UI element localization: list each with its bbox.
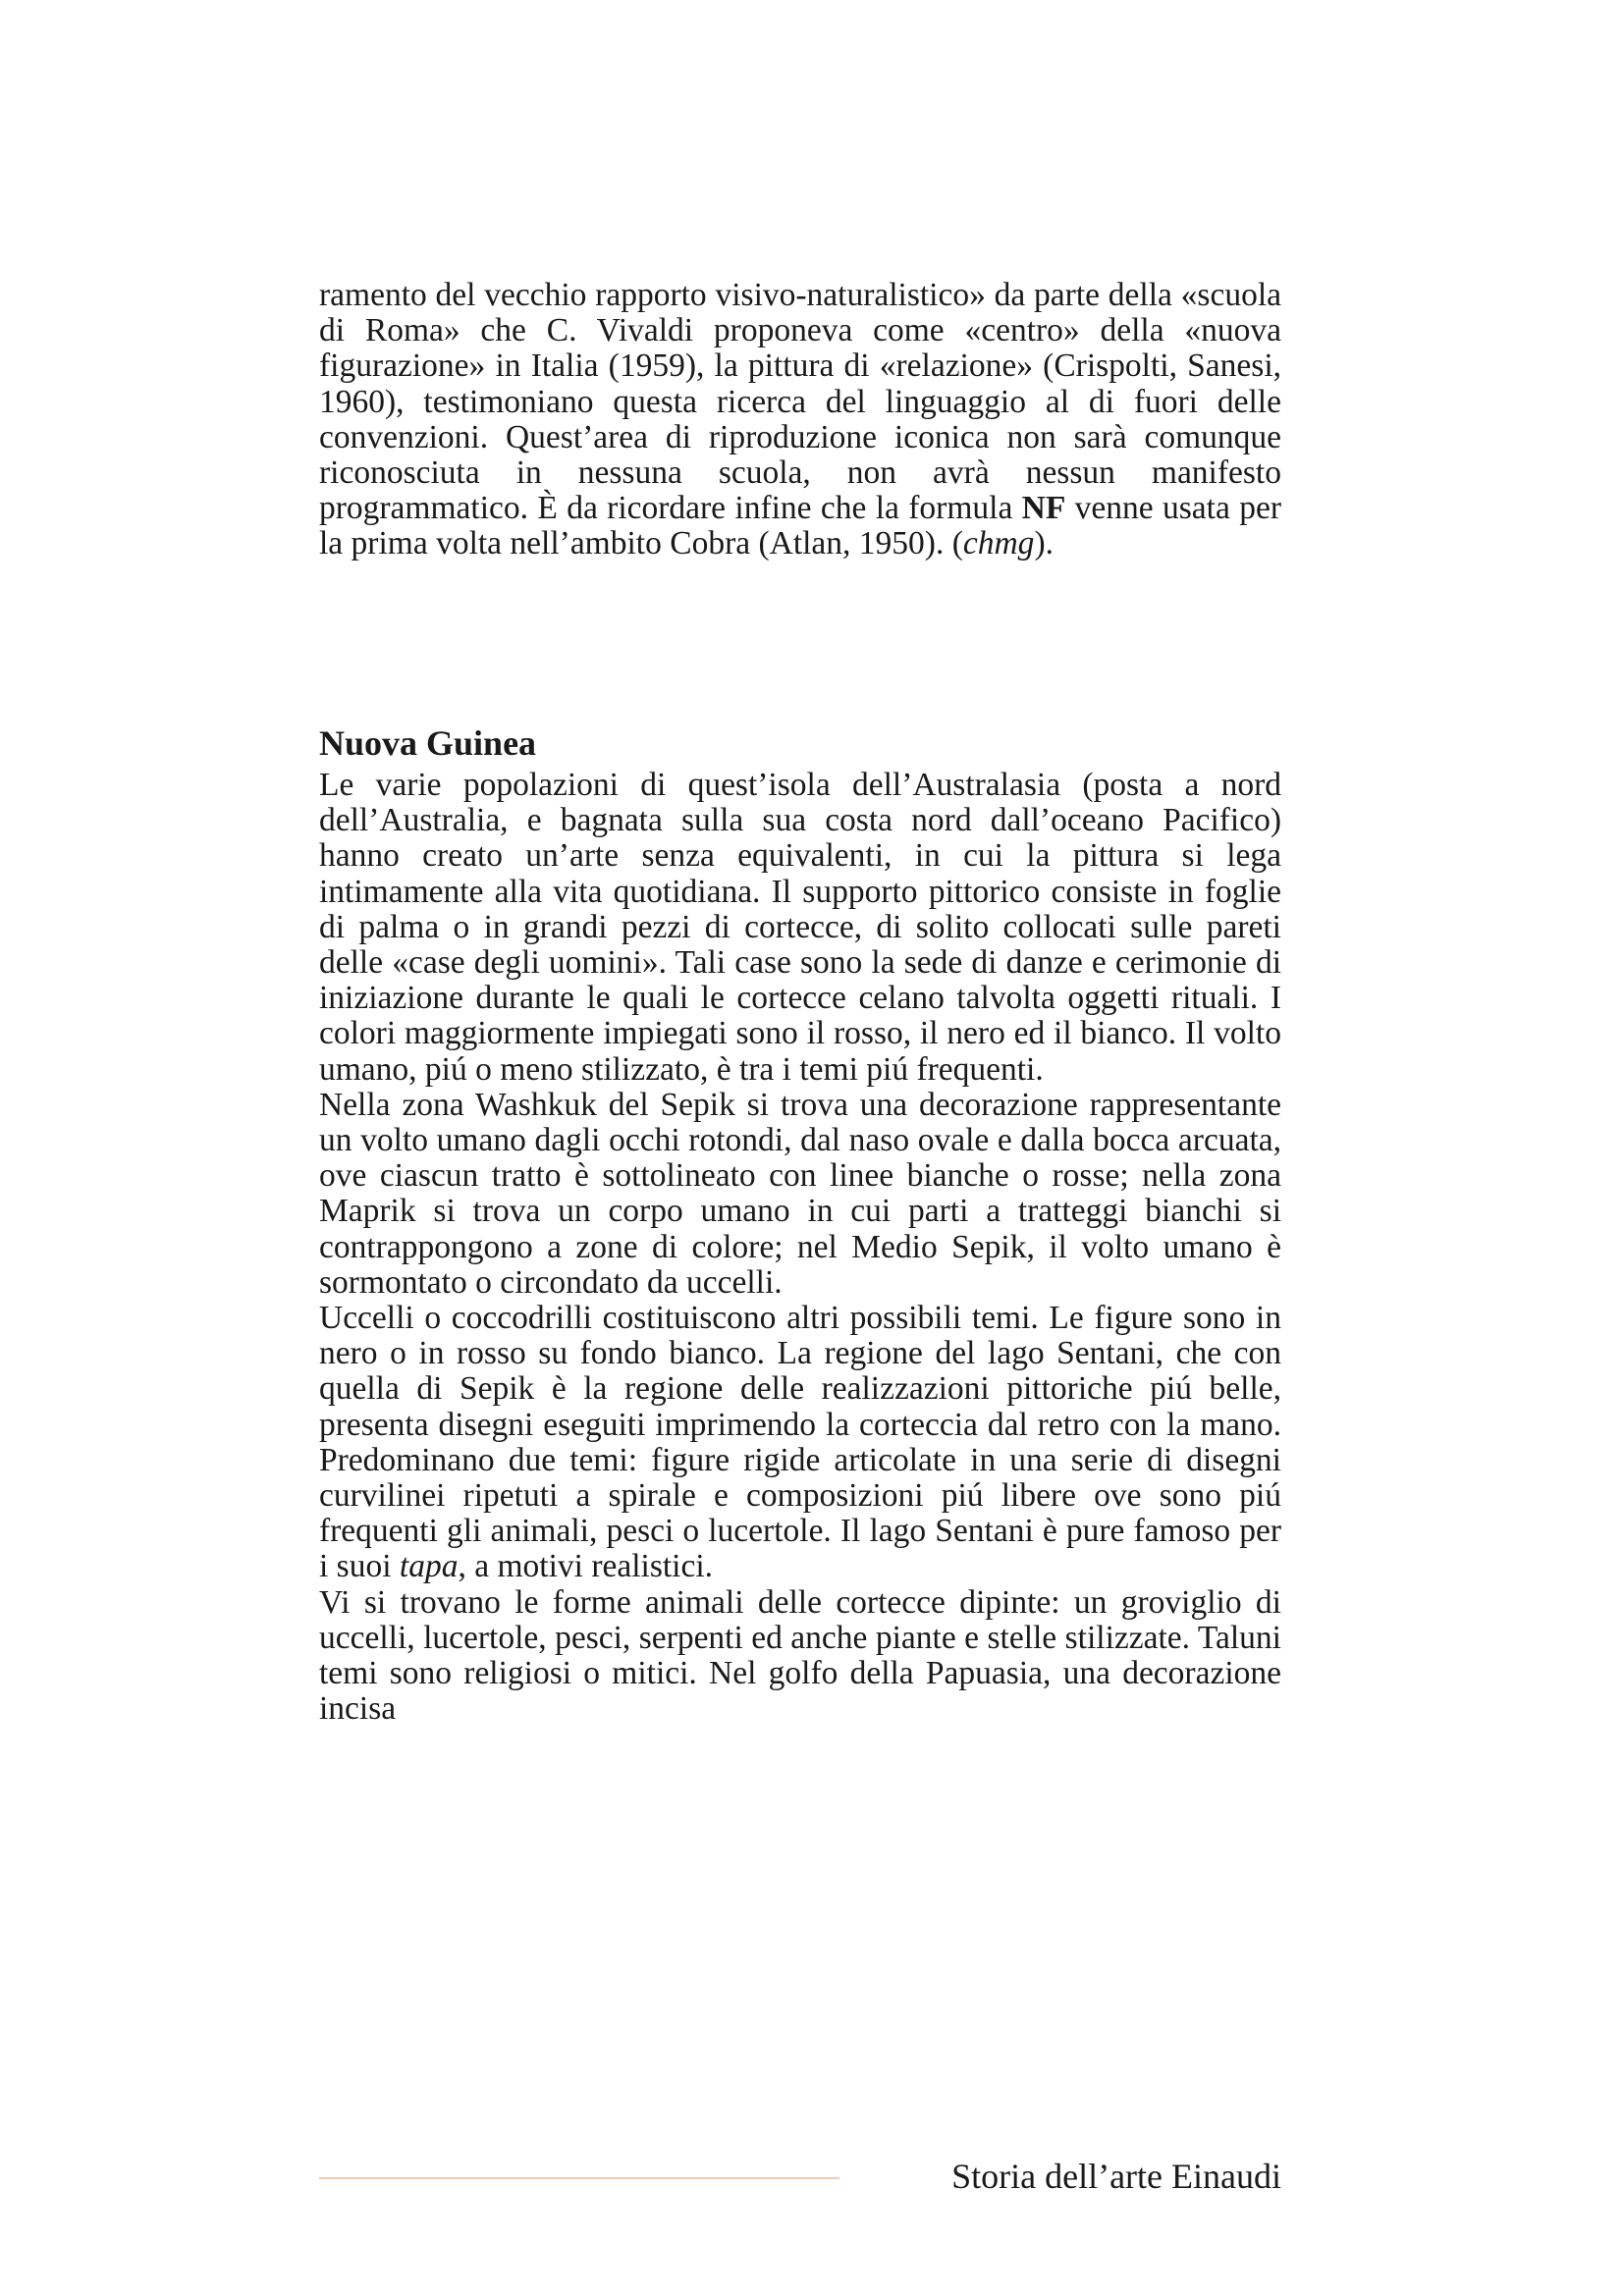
section-body xyxy=(319,768,1281,1727)
nf-abbreviation: NF xyxy=(1021,490,1066,527)
paragraph-2: Nella zona Washkuk del Sepik si trova una decorazione rappresentante un volto umano dagli occhi rotondi, dal naso ovale e dalla bocca arcuata, ove ciascun tratto è sottolineato con linee bianche o rosse; nella zona Maprik si trova un corpo umano in cui parti a tratteggi bianchi si contrappongono a zone di colore; nel Medio Sepik, il volto umano è sormontato o circondato da uccelli. xyxy=(319,1086,1281,1301)
intro-text: ramento del vecchio rapporto visivo-naturalistico» da parte della «scuola di Roma» che C. Vivaldi proponeva come «centro» della «nuova figurazione» in Italia (1959), la pittura di «relazione» (Crispolti, Sanesi, 1960), testimoniano questa ricerca del linguaggio al di fuori delle convenzioni. Quest’area di riproduzione iconica non sarà comunque riconosciuta in nessuna scuola, non avrà nessun manifesto programmatico. È da ricordare infine che la formula xyxy=(319,277,1281,527)
paragraph-3-text-end: , a motivi realistici. xyxy=(458,1548,714,1585)
footer-rule xyxy=(319,2177,839,2179)
author-initials: chmg xyxy=(962,525,1035,562)
paragraph-3-text: Uccelli o coccodrilli costituiscono altri possibili temi. Le figure sono in nero o in rosso su fondo bianco. La regione del lago Sentani, che con quella di Sepik è la regione delle realizzazioni pittoriche piú belle, presenta disegni eseguiti imprimendo la corteccia dal retro con la mano. Predominano due temi: figure rigide articolate in una serie di disegni curvilinei ripetuti a spirale e composizioni piú libere ove sono piú frequenti gli animali, pesci o lucertole. Il lago Sentani è pure famoso per i suoi xyxy=(319,1300,1281,1585)
intro-paragraph xyxy=(319,278,1281,562)
section-heading: Nuova Guinea xyxy=(319,723,537,763)
footer-title: Storia dell’arte Einaudi xyxy=(951,2157,1281,2196)
tapa-term: tapa xyxy=(399,1548,459,1585)
paragraph-1: Le varie popolazioni di quest’isola dell’Australasia (posta a nord dell’Australia, e bagnata sulla sua costa nord dall’oceano Pacifico) hanno creato un’arte senza equivalenti, in cui la pittura si lega intimamente alla vita quotidiana. Il supporto pittorico consiste in foglie di palma o in grandi pezzi di cortecce, di solito collocati sulle pareti delle «case degli uomini». Tali case sono la sede di danze e cerimonie di iniziazione durante le quali le cortecce celano talvolta oggetti rituali. I colori maggiormente impiegati sono il rosso, il nero ed il bianco. Il volto umano, piú o meno stilizzato, è tra i temi piú frequenti. xyxy=(319,767,1281,1088)
intro-text-after: venne usata per la prima volta nell’ambito Cobra (Atlan, 1950). ( xyxy=(319,490,1281,562)
paragraph-3 xyxy=(319,1301,1281,1585)
paragraph-4: Vi si trovano le forme animali delle cortecce dipinte: un groviglio di uccelli, lucertole, pesci, serpenti ed anche piante e stelle stilizzate. Taluni temi sono religiosi o mitici. Nel golfo della Papuasia, una decorazione incisa xyxy=(319,1583,1281,1728)
intro-text-end: ). xyxy=(1034,525,1054,562)
